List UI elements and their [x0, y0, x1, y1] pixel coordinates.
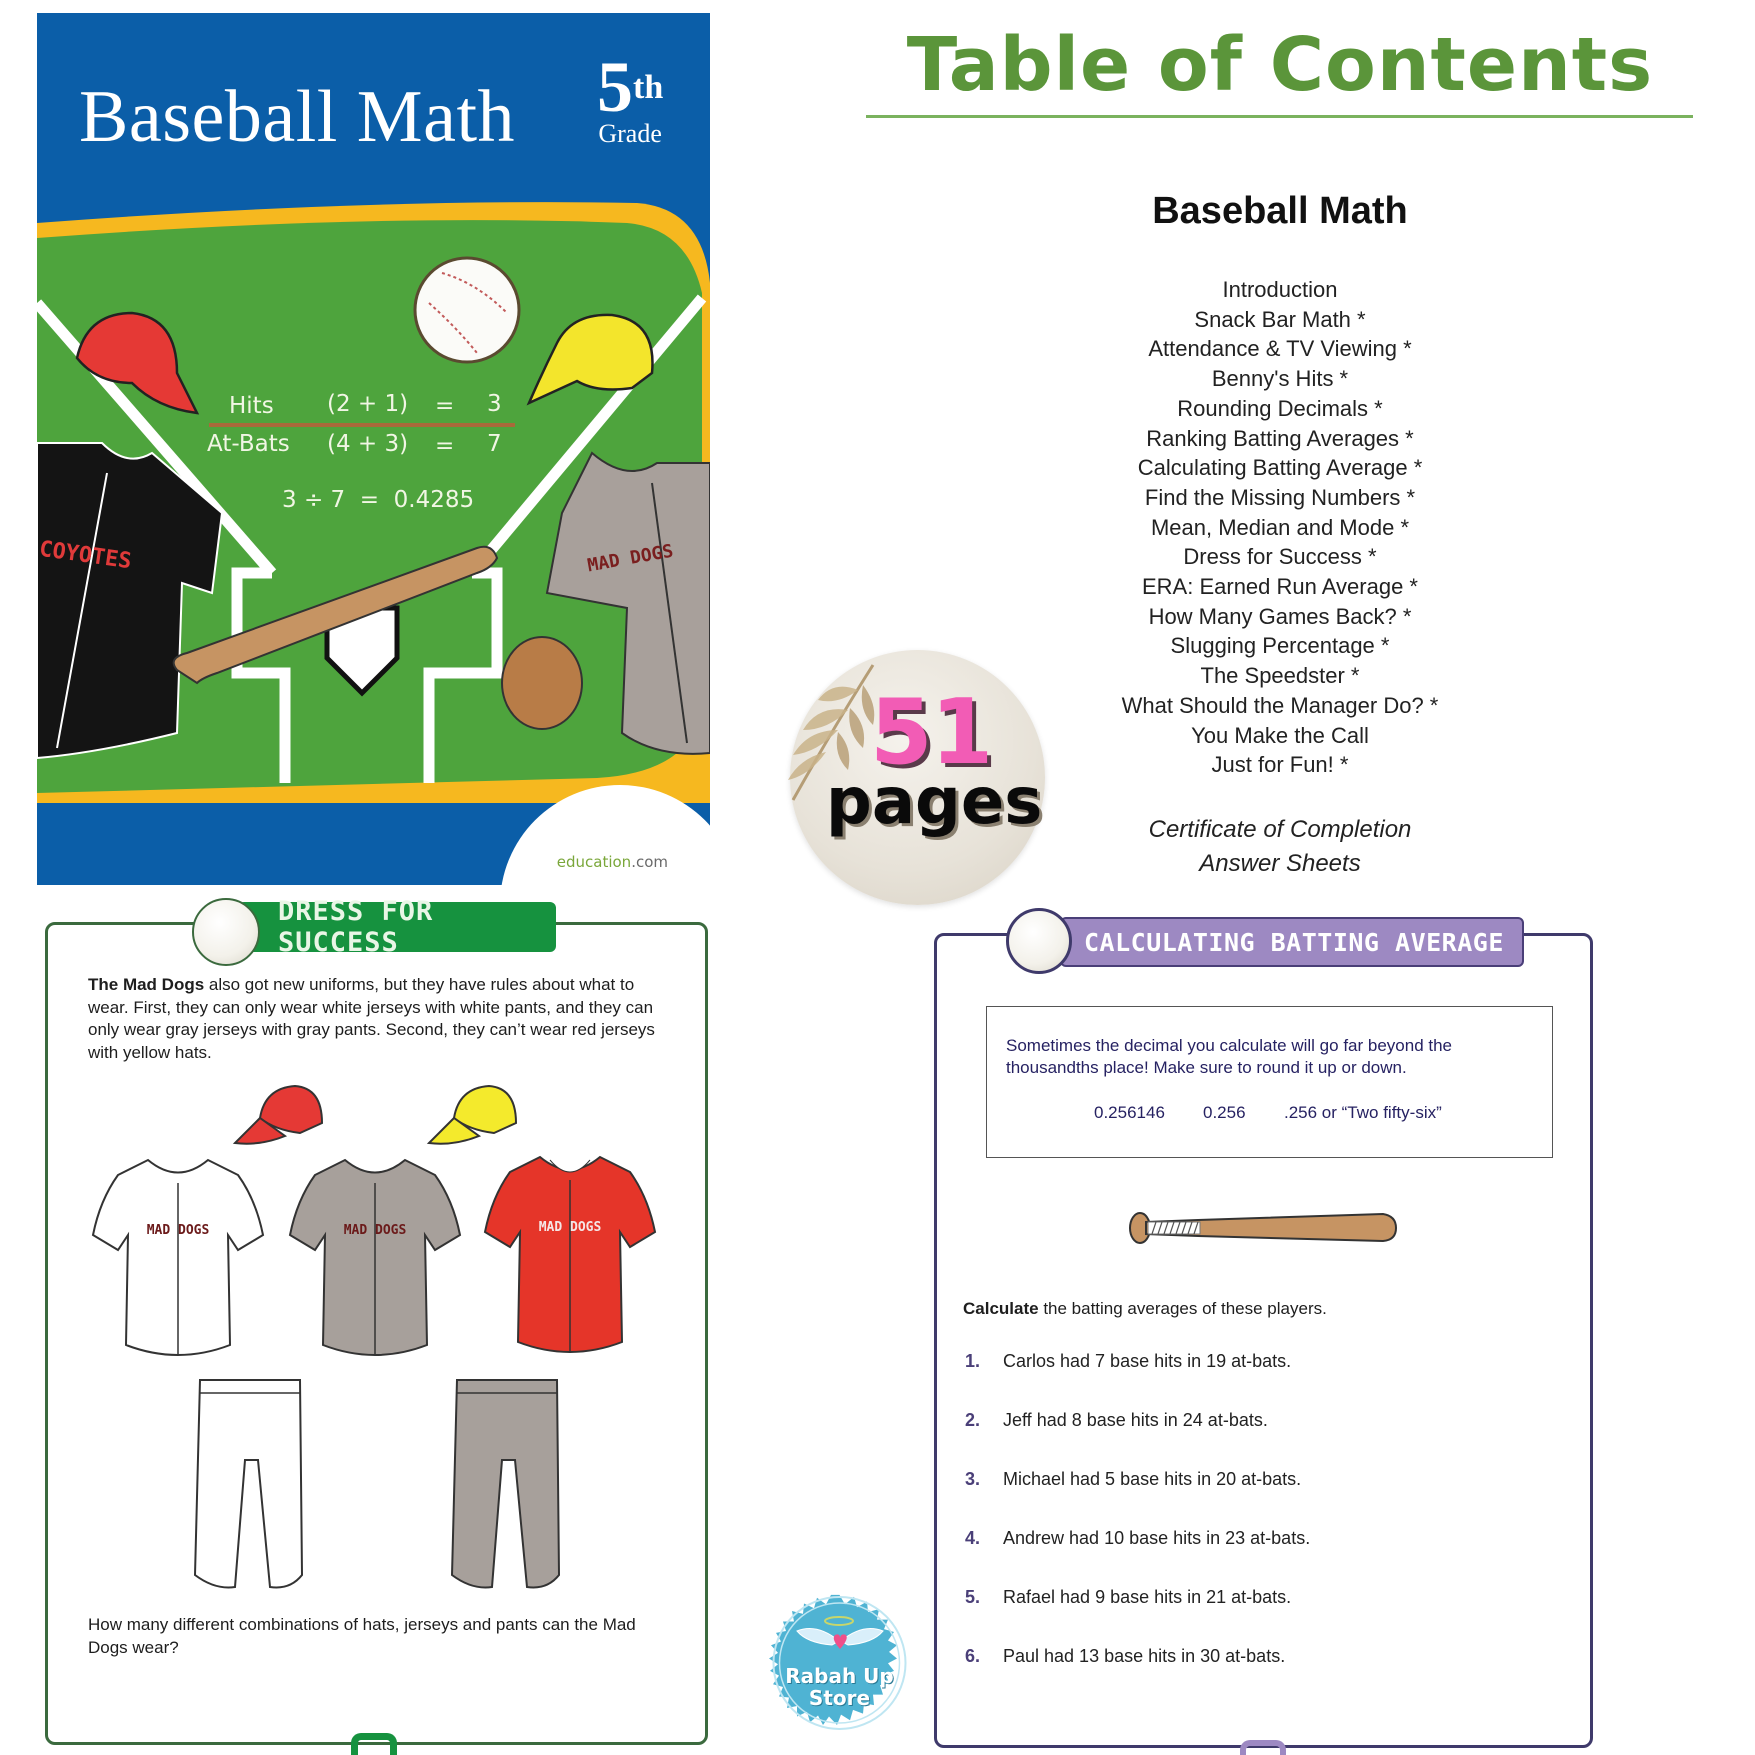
batting-question-list [965, 1350, 1310, 1704]
question-text: Carlos had 7 base hits in 19 at-bats. [1003, 1351, 1292, 1371]
store-name-line1: Rabah Up [785, 1664, 894, 1688]
grade-suffix: th [633, 69, 664, 106]
toc-item: Just for Fun! * [1211, 752, 1349, 778]
store-name-line2: Store [808, 1686, 871, 1710]
toc-item: Ranking Batting Averages * [1146, 425, 1414, 451]
maddogs-jersey-text: MAD DOGS [585, 540, 675, 577]
toc-appendix-list [1060, 813, 1500, 881]
jersey-text: MAD DOGS [146, 1223, 210, 1238]
question-text: Rafael had 9 base hits in 21 at-bats. [1003, 1587, 1292, 1607]
toc-appendix-item: Answer Sheets [1199, 850, 1361, 877]
question-text: Andrew had 10 base hits in 23 at-bats. [1003, 1528, 1311, 1548]
toc-divider [866, 115, 1693, 118]
question-number: 5. [965, 1587, 981, 1607]
toc-item: The Speedster * [1200, 663, 1360, 689]
publisher-domain: .com [631, 853, 668, 871]
grade-word: Grade [598, 119, 662, 148]
toc-appendix-item: Certificate of Completion [1148, 816, 1412, 843]
store-seal-text [757, 1665, 922, 1709]
worksheet-bottom-tab [1240, 1740, 1286, 1755]
toc-subtitle: Baseball Math [1152, 190, 1408, 232]
baseball-bat-icon [1128, 1208, 1400, 1248]
question-number: 3. [965, 1469, 981, 1489]
baseball-icon [192, 898, 260, 966]
toc-item: How Many Games Back? * [1148, 603, 1412, 629]
toc-list [1060, 275, 1500, 780]
question-number: 2. [965, 1410, 981, 1430]
equation-hits-eq: = [435, 393, 455, 419]
note-value-spoken: .256 or “Two fifty-six” [1284, 1103, 1442, 1122]
toc-item: ERA: Earned Run Average * [1142, 574, 1418, 600]
instruction-verb: Calculate [963, 1299, 1039, 1318]
equation-hits-label: Hits [229, 393, 274, 419]
question-number: 6. [965, 1646, 981, 1666]
toc-item: Rounding Decimals * [1177, 395, 1383, 421]
book-cover [37, 13, 710, 885]
red-hat-icon [230, 1078, 330, 1153]
toc-item: Slugging Percentage * [1170, 633, 1390, 659]
intro-team-name: The Mad Dogs [88, 975, 205, 994]
instruction-rest: the batting averages of these players. [1038, 1299, 1327, 1318]
dress-intro-text [88, 974, 668, 1064]
question-text: Michael had 5 base hits in 20 at-bats. [1003, 1469, 1302, 1489]
equation-hits-expr: (2 + 1) [327, 391, 409, 417]
equation-atbats-label: At-Bats [207, 431, 290, 457]
toc-item: Attendance & TV Viewing * [1148, 336, 1412, 362]
question-item [965, 1645, 1310, 1704]
equation-result: 3 ÷ 7 = 0.4285 [282, 487, 475, 513]
toc-item: Introduction [1222, 277, 1338, 302]
gray-pants-icon [447, 1375, 567, 1595]
red-jersey-icon [480, 1152, 660, 1357]
note-value-rounded: 0.256 [1203, 1103, 1246, 1122]
rounding-note-text: Sometimes the decimal you calculate will go far beyond the thousandths place! Make sure to round it up or down. [1006, 1036, 1453, 1077]
intro-rules: also got new uniforms, but they have rules about what to wear. First, they can only wear white jerseys with white pants, and they can only wear gray jerseys with gray pants. Second, they can’t wear red jerseys with yellow hats. [88, 975, 655, 1062]
page-count-label: pages [826, 765, 1043, 839]
equation-atbats-eq: = [435, 433, 455, 459]
white-pants-icon [190, 1375, 310, 1595]
worksheet-bottom-tab [351, 1733, 397, 1755]
jersey-text: MAD DOGS [538, 1220, 602, 1235]
cover-title: Baseball Math [79, 76, 516, 158]
publisher-logo [557, 853, 668, 871]
baseball-icon [1006, 908, 1072, 974]
calculate-instruction [963, 1298, 1327, 1321]
toc-item: You Make the Call [1191, 722, 1369, 748]
dress-worksheet-title: DRESS FOR SUCCESS [238, 902, 556, 952]
question-text: Jeff had 8 base hits in 24 at-bats. [1003, 1410, 1268, 1430]
question-item [965, 1586, 1310, 1645]
rounding-note-box [986, 1006, 1553, 1158]
grade-number: 5 [597, 47, 633, 127]
coyotes-jersey-text: COYOTES [37, 536, 134, 575]
equation-atbats-value: 7 [487, 431, 502, 457]
batting-worksheet-title: CALCULATING BATTING AVERAGE [1060, 917, 1524, 967]
jersey-text: MAD DOGS [343, 1223, 407, 1238]
toc-item: Mean, Median and Mode * [1150, 514, 1410, 540]
question-item [965, 1350, 1310, 1409]
toc-item: Find the Missing Numbers * [1144, 484, 1416, 510]
question-item [965, 1409, 1310, 1468]
publisher-name: education [556, 853, 632, 871]
question-item [965, 1527, 1310, 1586]
toc-item: Calculating Batting Average * [1137, 455, 1423, 481]
grade-label-block [597, 47, 664, 149]
toc-item: Dress for Success * [1183, 544, 1377, 570]
question-text: Paul had 13 base hits in 30 at-bats. [1003, 1646, 1286, 1666]
toc-title: Table of Contents [906, 22, 1654, 108]
gray-jersey-icon [285, 1155, 465, 1360]
equation-atbats-expr: (4 + 3) [327, 431, 409, 457]
dress-question: How many different combinations of hats, jerseys and pants can the Mad Dogs wear? [88, 1615, 636, 1657]
note-value-raw: 0.256146 [1094, 1103, 1165, 1122]
toc-item: Benny's Hits * [1211, 366, 1349, 392]
white-jersey-icon [88, 1155, 268, 1360]
page-count-number: 51 [870, 680, 992, 785]
question-item [965, 1468, 1310, 1527]
equation-hits-value: 3 [487, 391, 502, 417]
question-number: 4. [965, 1528, 981, 1548]
question-number: 1. [965, 1351, 981, 1371]
toc-item: What Should the Manager Do? * [1121, 692, 1439, 718]
yellow-hat-icon [424, 1078, 524, 1153]
toc-item: Snack Bar Math * [1194, 306, 1366, 332]
